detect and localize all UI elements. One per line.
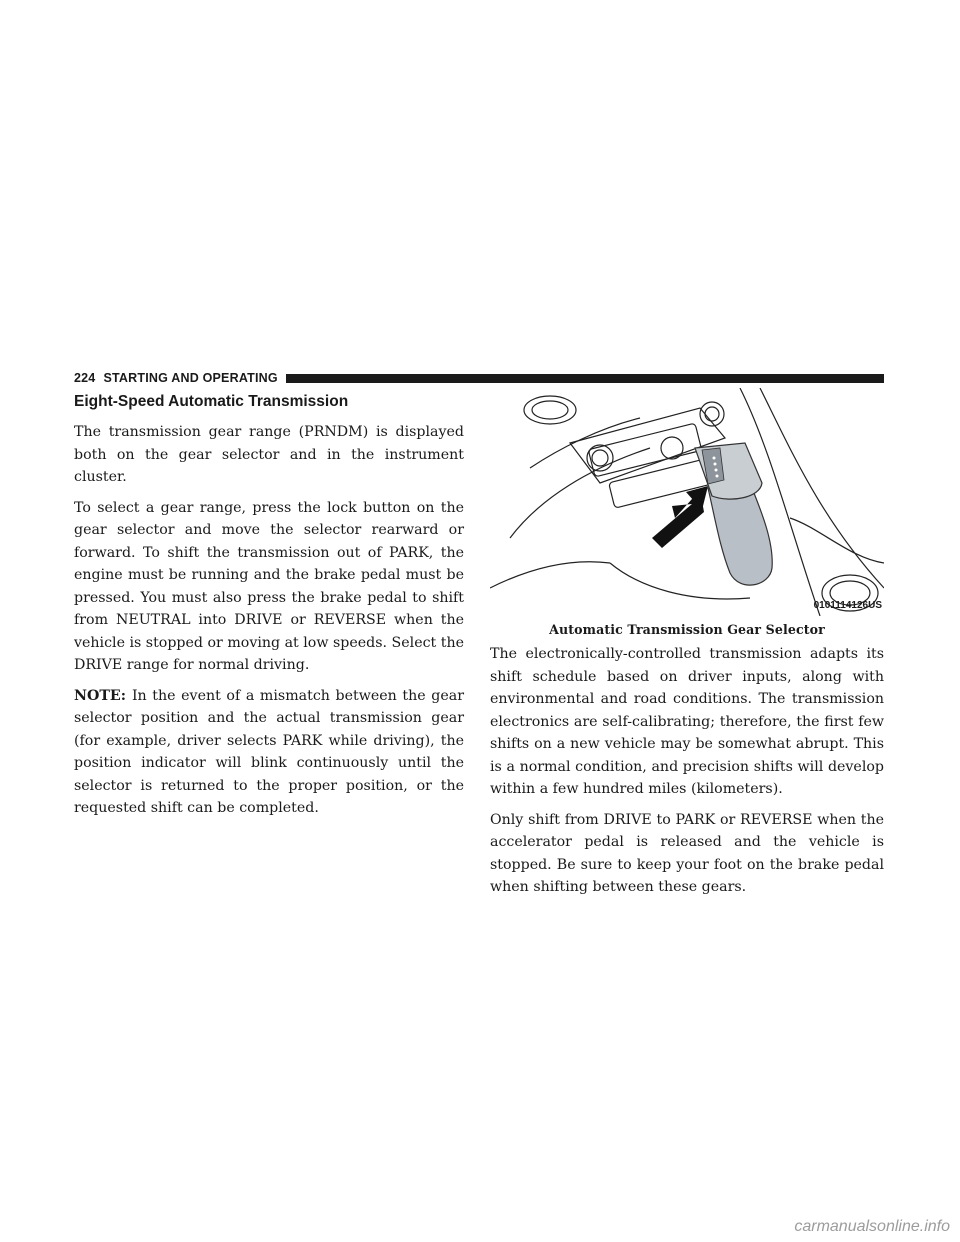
right-column bbox=[490, 388, 884, 907]
note-label: NOTE: bbox=[74, 687, 126, 704]
gear-selector-illustration bbox=[490, 388, 884, 616]
section-heading: Eight-Speed Automatic Transmission bbox=[74, 393, 349, 410]
figure-caption: Automatic Transmission Gear Selector bbox=[549, 622, 825, 637]
header-rule bbox=[286, 374, 884, 383]
note-text: In the event of a mismatch between the gear selector position and the actual transmission gear (for example, driver selects PARK while driving), the position indicator will blink continuously until the selector is returned to the proper position, or the requested shift can be completed. bbox=[74, 687, 464, 816]
note-paragraph bbox=[74, 685, 464, 820]
arrow-icon bbox=[652, 486, 708, 548]
paragraph-shift-caution: Only shift from DRIVE to PARK or REVERSE when the accelerator pedal is released and the vehicle is stopped. Be sure to keep your foot on the brake pedal when shifting between these gears. bbox=[490, 811, 884, 895]
paragraph-shift-schedule: The electronically-controlled transmission adapts its shift schedule based on driver inputs, along with environmental and road conditions. The transmission electronics are self-calibrating; therefore, the first few shifts on a new vehicle may be somewhat abrupt. This is a normal condition, and precision shifts will develop within a few hundred miles (kilometers). bbox=[490, 646, 884, 797]
page-header bbox=[74, 370, 884, 386]
page-number: 224 bbox=[74, 371, 96, 385]
section-title: STARTING AND OPERATING bbox=[103, 371, 278, 385]
paragraph-select-gear: To select a gear range, press the lock button on the gear selector and move the selector rearward or forward. To shift the transmission out of PARK, the engine must be running and the brake pedal must be pressed. You must also press the brake pedal to shift from NEUTRAL into DRIVE or REVERSE when the vehicle is stopped or moving at low speeds. Select the DRIVE range for normal driving. bbox=[74, 499, 464, 673]
gear-selector-figure bbox=[490, 388, 884, 616]
paragraph-gear-range: The transmission gear range (PRNDM) is displayed both on the gear selector and in the instrument cluster. bbox=[74, 424, 464, 485]
figure-code: 0101114126US bbox=[813, 600, 882, 611]
watermark: carmanualsonline.info bbox=[794, 1218, 950, 1235]
left-column bbox=[74, 393, 464, 828]
